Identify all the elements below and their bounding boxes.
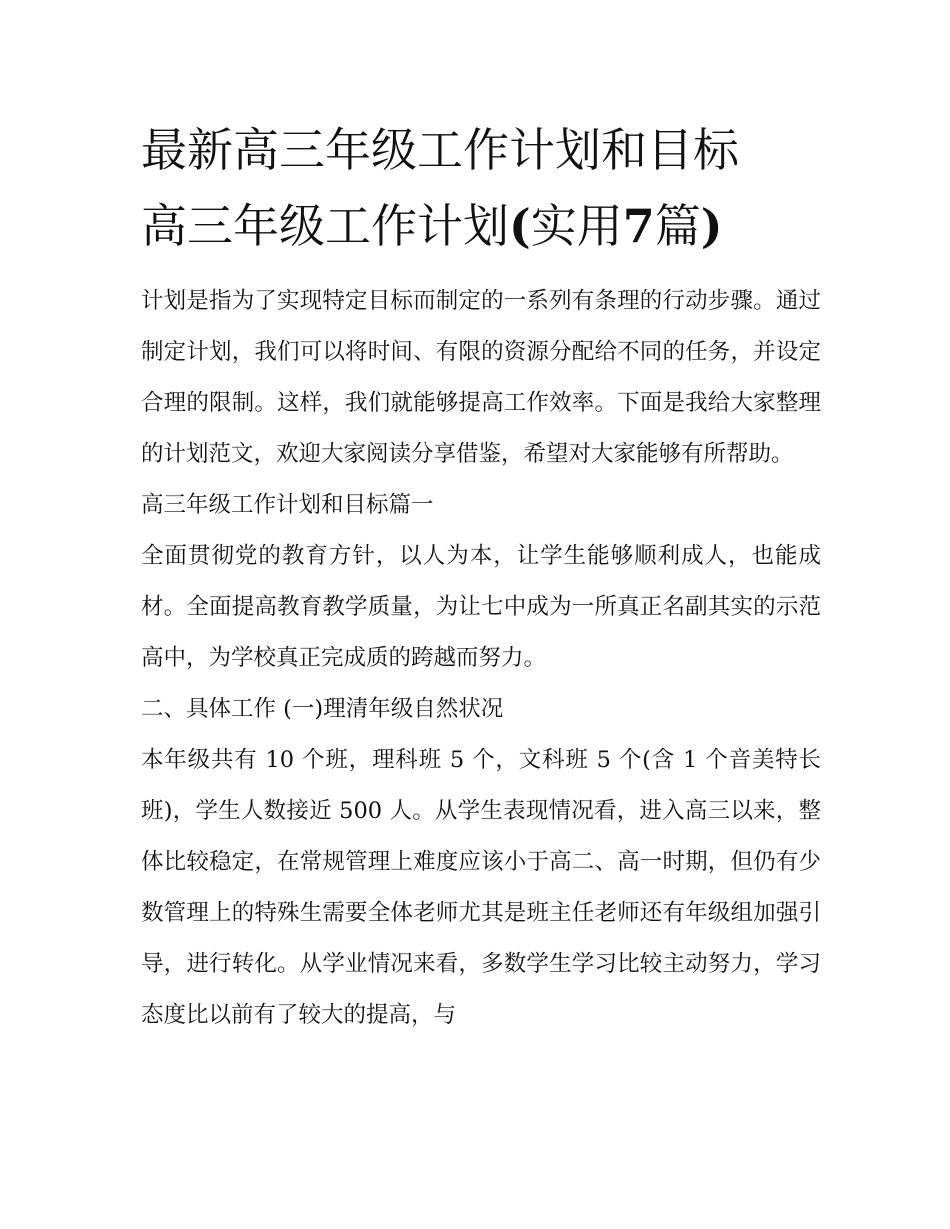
title-line-1: 最新高三年级工作计划和目标 bbox=[141, 123, 739, 177]
title-paren-close: ) bbox=[700, 199, 723, 253]
section-2-paragraph: 本年级共有 10 个班，理科班 5 个，文科班 5 个(含 1 个音美特长班)，学生人数接近 500 人。从学生表现情况看，进入高三以来，整体比较稳定，在常规管理上难度应该小于高二、高一时期，但仍有少数管理上的特殊生需要全体老师尤其是班主任老师还有年级组加强引导，进行转化。从学业情况来看，多数学生学习比较主动努力，学习态度比以前有了较大的提高，与 bbox=[141, 747, 821, 1028]
document-body bbox=[141, 112, 821, 1041]
title-suffix-1: 实用 bbox=[530, 199, 623, 253]
title-paren-open: ( bbox=[509, 199, 531, 253]
document-title bbox=[141, 112, 821, 264]
title-number: 7 bbox=[622, 199, 655, 253]
section-1-heading: 高三年级工作计划和目标篇一 bbox=[141, 492, 434, 518]
section-1-paragraph: 全面贯彻党的教育方针，以人为本，让学生能够顺利成人，也能成材。全面提高教育教学质量，为让七中成为一所真正名副其实的示范高中，为学校真正完成质的跨越而努力。 bbox=[141, 543, 821, 671]
section-2-heading: 二、具体工作 (一)理清年级自然状况 bbox=[141, 696, 504, 722]
intro-paragraph: 计划是指为了实现特定目标而制定的一系列有条理的行动步骤。通过制定计划，我们可以将时间、有限的资源分配给不同的任务，并设定合理的限制。这样，我们就能够提高工作效率。下面是我给大家整理的计划范文，欢迎大家阅读分享借鉴，希望对大家能够有所帮助。 bbox=[141, 288, 821, 467]
title-suffix-2: 篇 bbox=[654, 199, 701, 253]
title-line-2-main: 高三年级工作计划 bbox=[141, 199, 509, 253]
title-line-2 bbox=[141, 188, 821, 264]
